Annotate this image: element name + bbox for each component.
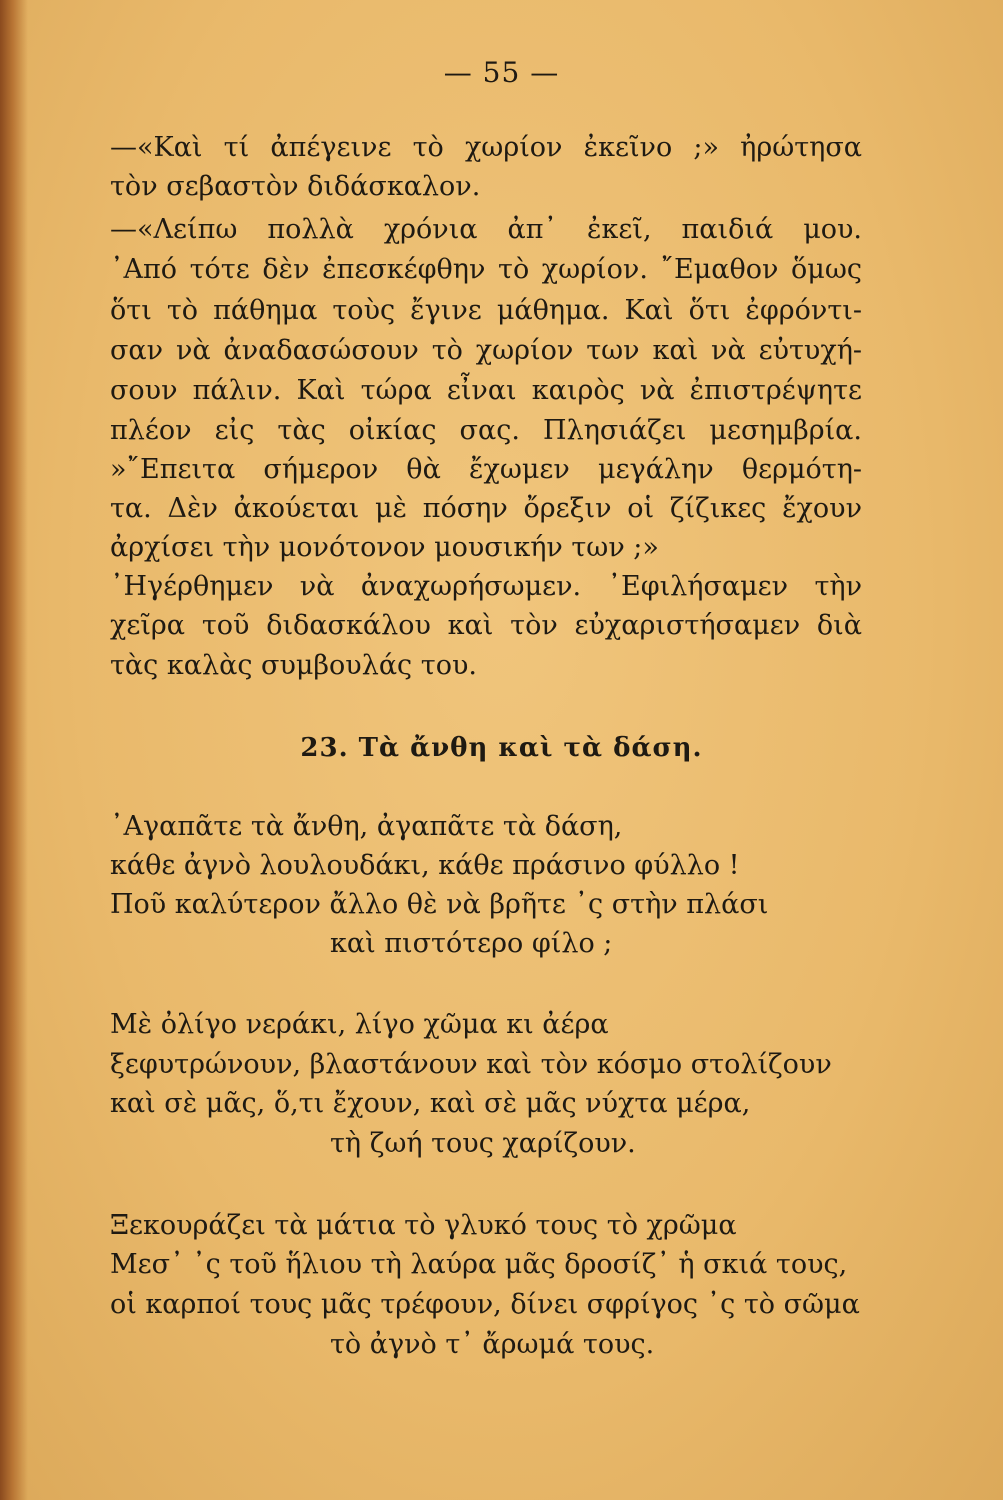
prose-line: τα. Δὲν ἀκούεται μὲ πόσην ὄρεξιν οἱ ζίζικες ἔχουν: [110, 493, 862, 524]
prose-line: ἀρχίσει τὴν μονότονον μουσικήν των ;»: [110, 532, 659, 563]
prose-line: ὅτι τὸ πάθημα τοὺς ἔγινε μάθημα. Καὶ ὅτι ἐφρόντι-: [110, 295, 862, 326]
prose-line: τὰς καλὰς συμβουλάς του.: [110, 650, 477, 681]
poem-line: τὴ ζωή τους χαρίζουν.: [330, 1128, 636, 1159]
prose-line: ᾽Από τότε δὲν ἐπεσκέφθην τὸ χωρίον. ῎Εμαθον ὅμως: [110, 254, 862, 285]
poem-line: καὶ σὲ μᾶς, ὅ,τι ἔχουν, καὶ σὲ μᾶς νύχτα μέρα,: [110, 1088, 751, 1119]
poem-line: τὸ ἀγνὸ τ᾽ ἄρωμά τους.: [330, 1329, 655, 1360]
poem-line: ᾽Αγαπᾶτε τὰ ἄνθη, ἀγαπᾶτε τὰ δάση,: [110, 811, 623, 842]
poem-line: Ποῦ καλύτερον ἄλλο θὲ νὰ βρῆτε ᾽ς στὴν πλάσι: [110, 889, 769, 920]
section-heading: 23. Τὰ ἄνθη καὶ τὰ δάση.: [300, 733, 703, 763]
prose-line: πλέον εἰς τὰς οἰκίας σας. Πλησιάζει μεσημβρία.: [110, 415, 862, 446]
page-number: — 55 —: [443, 56, 560, 89]
poem-line: ξεφυτρώνουν, βλαστάνουν καὶ τὸν κόσμο στολίζουν: [110, 1049, 832, 1080]
poem-line: οἱ καρποί τους μᾶς τρέφουν, δίνει σφρίγος ᾽ς τὸ σῶμα: [110, 1289, 860, 1320]
prose-line: χεῖρα τοῦ διδασκάλου καὶ τὸν εὐχαριστήσαμεν διὰ: [110, 610, 862, 641]
prose-line: —«Καὶ τί ἀπέγεινε τὸ χωρίον ἐκεῖνο ;» ἠρώτησα: [110, 132, 862, 163]
prose-line: »῎Επειτα σήμερον θὰ ἔχωμεν μεγάλην θερμότη-: [110, 454, 862, 485]
poem-line: Ξεκουράζει τὰ μάτια τὸ γλυκό τους τὸ χρῶμα: [110, 1210, 737, 1241]
poem-line: Μὲ ὀλίγο νεράκι, λίγο χῶμα κι ἀέρα: [110, 1009, 609, 1040]
prose-line: τὸν σεβαστὸν διδάσκαλον.: [110, 171, 481, 202]
prose-line: σαν νὰ ἀναδασώσουν τὸ χωρίον των καὶ νὰ εὐτυχή-: [110, 335, 862, 366]
prose-line: σουν πάλιν. Καὶ τώρα εἶναι καιρὸς νὰ ἐπιστρέψητε: [110, 375, 862, 406]
prose-line: —«Λείπω πολλὰ χρόνια ἀπ᾽ ἐκεῖ, παιδιά μου.: [110, 214, 862, 245]
poem-line: κάθε ἀγνὸ λουλουδάκι, κάθε πράσινο φύλλο !: [110, 850, 740, 881]
poem-line: Μεσ᾽ ᾽ς τοῦ ἥλιου τὴ λαύρα μᾶς δροσίζ᾽ ἡ σκιά τους,: [110, 1249, 848, 1280]
prose-line: ᾽Ηγέρθημεν νὰ ἀναχωρήσωμεν. ᾽Εφιλήσαμεν τὴν: [110, 571, 862, 602]
poem-line: καὶ πιστότερο φίλο ;: [330, 928, 613, 959]
